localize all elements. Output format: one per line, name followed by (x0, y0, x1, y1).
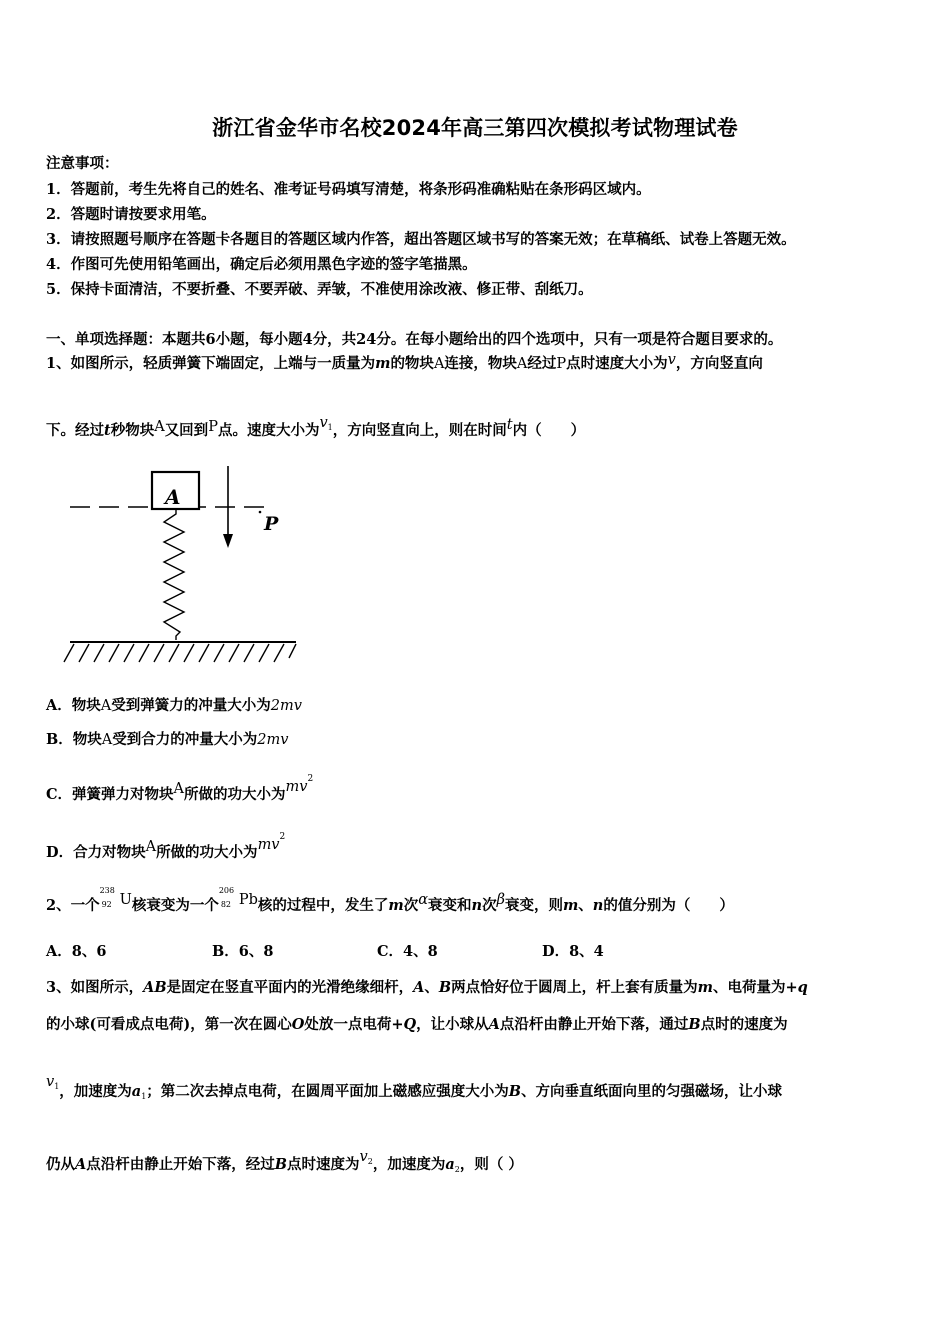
q1-block-symbol: A (173, 781, 185, 797)
q3-field-symbol: B (508, 1083, 522, 1100)
q3-text: 是固定在竖直平面内的光滑绝缘细杆， (166, 979, 414, 996)
q3-text: 点沿杆由静止开始下落，经过 (86, 1156, 275, 1173)
q1-line-1 (46, 352, 910, 373)
notice-item-4: 4．作图可先使用铅笔画出，确定后必须用黑色字迹的签字笔描黑。 (46, 256, 477, 273)
q3-line-2 (46, 1013, 910, 1034)
q1-block-symbol: A (101, 732, 113, 748)
notice-item-3: 3．请按照题号顺序在答题卡各题目的答题区域内作答，超出答题区域书写的答案无效；在草稿纸、试卷上答题无效。 (46, 231, 796, 248)
q3-point-b: B (688, 1016, 701, 1033)
q1-point-symbol: P (556, 356, 567, 372)
q3-a2-symbol: a (445, 1156, 455, 1173)
q3-point-a: A (75, 1156, 87, 1173)
option-text: 受到弹簧力的冲量大小为 (111, 697, 271, 714)
notice-heading: 注意事项： (46, 155, 119, 172)
option-label: C．弹簧弹力对物块 (46, 786, 174, 803)
option-exponent: 2 (307, 774, 314, 784)
q1-option-c[interactable] (46, 774, 910, 804)
q1-text: 点时速度大小为 (566, 355, 668, 372)
section-heading: 一、单项选择题：本题共6小题，每小题4分，共24分。在每小题给出的四个选项中，只有一项是符合题目要求的。 (46, 331, 783, 348)
q3-v2-symbol: v (359, 1149, 368, 1165)
q1-block-symbol: A (100, 698, 112, 714)
q3-text: 两点恰好位于圆周上，杆上套有质量为 (451, 979, 698, 996)
q1-text: 点。速度大小为 (217, 422, 320, 439)
q2-m-symbol: m (388, 897, 404, 914)
lead-isotope (218, 886, 239, 910)
q3-a2-subscript: 2 (454, 1165, 460, 1174)
uranium-symbol: U (119, 892, 132, 908)
q3-line-1 (46, 976, 910, 997)
q1-text: ，方向竖直向上，则在时间 (332, 422, 507, 439)
q3-point-charge-symbol: +Q (391, 1016, 417, 1033)
notice-item-2: 2．答题时请按要求用笔。 (46, 206, 216, 223)
notice-item-5: 5．保持卡面清洁，不要折叠、不要弄破、弄皱，不准使用涂改液、修正带、刮纸刀。 (46, 281, 593, 298)
q3-point-a: A (413, 979, 425, 996)
q3-text: 仍从 (46, 1156, 75, 1173)
page-title: 浙江省金华市名校2024年高三第四次模拟考试物理试卷 (212, 116, 738, 140)
q2-text: 次 (403, 897, 419, 914)
q3-text: 、电荷量为 (712, 979, 786, 996)
uranium-atomic-number: 92 (101, 900, 112, 909)
q1-text: 秒物块 (110, 422, 155, 439)
q3-text: ，加速度为 (372, 1156, 446, 1173)
q2-stem (46, 886, 910, 915)
q3-v2-subscript: 2 (367, 1157, 373, 1166)
q3-point-a: A (488, 1016, 500, 1033)
q2-n-symbol: n (471, 897, 483, 914)
q3-text: ，让小球从 (416, 1016, 489, 1033)
uranium-isotope (99, 886, 120, 910)
q1-option-a[interactable] (46, 694, 910, 715)
q2-text: 次 (482, 897, 497, 914)
q3-center-symbol: O (291, 1016, 305, 1033)
uranium-mass-number: 238 (99, 886, 115, 895)
q3-text: 3、如图所示， (46, 979, 144, 996)
q1-v1-subscript: 1 (327, 423, 333, 432)
option-exponent: 2 (279, 832, 286, 842)
q1-text: 下。经过 (46, 422, 104, 439)
q3-rod-symbol: AB (143, 979, 167, 996)
q2-option-a[interactable]: A．8、6 (46, 943, 107, 960)
q1-option-d[interactable] (46, 832, 910, 862)
lead-mass-number: 206 (218, 886, 235, 895)
q1-v1-symbol: v (319, 415, 328, 431)
q3-point-b: B (438, 979, 452, 996)
q3-text: 的小球(可看成点电荷)，第一次在圆心 (46, 1016, 292, 1033)
q3-text: 点时的速度为 (700, 1016, 788, 1033)
q1-block-symbol: A (433, 356, 445, 372)
q2-option-b[interactable]: B．6、8 (212, 943, 274, 960)
q3-v1-symbol: v (46, 1074, 55, 1090)
q3-text: ，加速度为 (59, 1083, 132, 1100)
q3-line-3 (46, 1073, 910, 1101)
option-label: A．物块 (46, 697, 101, 714)
q1-time-symbol: t (506, 417, 513, 433)
q1-text: 又回到 (164, 422, 209, 439)
option-text: 受到合力的冲量大小为 (112, 731, 258, 748)
q3-a1-symbol: a (131, 1083, 142, 1100)
lead-symbol: Pb (238, 892, 258, 908)
q1-text: 内（ ） (512, 422, 586, 439)
q3-text: 点时速度为 (287, 1156, 360, 1173)
q2-option-d[interactable]: D．8、4 (542, 943, 604, 960)
q1-velocity-symbol: v (667, 352, 676, 368)
q1-option-b[interactable] (46, 728, 910, 749)
q3-text: 、 (424, 979, 439, 996)
q1-text: 经过 (527, 355, 557, 372)
q2-text: 、 (578, 897, 593, 914)
q1-spring-figure (56, 460, 316, 670)
q3-text: 处放一点电荷 (304, 1016, 392, 1033)
q1-block-symbol: A (145, 839, 157, 855)
q3-point-b: B (274, 1156, 288, 1173)
q1-text: ，方向竖直向 (675, 355, 763, 372)
q3-text: ，则（ ） (459, 1156, 523, 1173)
q2-m-symbol: m (562, 897, 579, 914)
q1-line-2 (46, 414, 910, 440)
q2-text: 2、一个 (46, 897, 100, 914)
q2-text: 衰变和 (428, 897, 472, 914)
q2-text: 核衰变为一个 (131, 897, 219, 914)
q2-text: 的值分别为（ ） (603, 897, 734, 914)
q1-mass-symbol: m (375, 355, 391, 372)
q3-a1-subscript: 1 (141, 1092, 147, 1101)
option-label: B．物块 (46, 731, 102, 748)
q3-charge-symbol: +q (785, 979, 808, 996)
q2-text: 衰变，则 (504, 897, 563, 914)
option-expression: 2mv (270, 698, 302, 714)
q1-block-symbol: A (516, 356, 528, 372)
q1-block-symbol: A (154, 419, 165, 435)
q2-option-c[interactable]: C．4、8 (377, 943, 438, 960)
option-expression: mv (257, 837, 280, 853)
q2-text: 核的过程中，发生了 (257, 897, 389, 914)
lead-atomic-number: 82 (220, 900, 232, 909)
alpha-symbol: α (418, 892, 429, 908)
q3-mass-symbol: m (697, 979, 713, 996)
figure-point-label: P (264, 513, 279, 535)
q3-line-4 (46, 1148, 910, 1174)
option-text: 所做的功大小为 (184, 786, 286, 803)
q3-v1-subscript: 1 (54, 1082, 60, 1091)
q1-text: 的物块 (390, 355, 434, 372)
option-expression: mv (285, 779, 308, 795)
q1-time-symbol: t (104, 422, 111, 439)
notice-item-1: 1．答题前，考生先将自己的姓名、准考证号码填写清楚，将条形码准确粘贴在条形码区域内。 (46, 181, 651, 198)
figure-block-label: A (165, 485, 181, 509)
q3-text: ；第二次去掉点电荷，在圆周平面加上磁感应强度大小为 (146, 1083, 509, 1100)
option-label: D．合力对物块 (46, 844, 146, 861)
q1-text: 1、如图所示，轻质弹簧下端固定，上端与一质量为 (46, 355, 376, 372)
q2-n-symbol: n (592, 897, 604, 914)
q1-text: 连接，物块 (444, 355, 517, 372)
beta-symbol: β (496, 892, 505, 908)
q3-text: 、方向垂直纸面向里的匀强磁场，让小球 (521, 1083, 783, 1100)
option-expression: 2mv (257, 732, 289, 748)
q1-point-symbol: P (208, 419, 218, 435)
option-text: 所做的功大小为 (156, 844, 258, 861)
q3-text: 点沿杆由静止开始下落，通过 (499, 1016, 689, 1033)
